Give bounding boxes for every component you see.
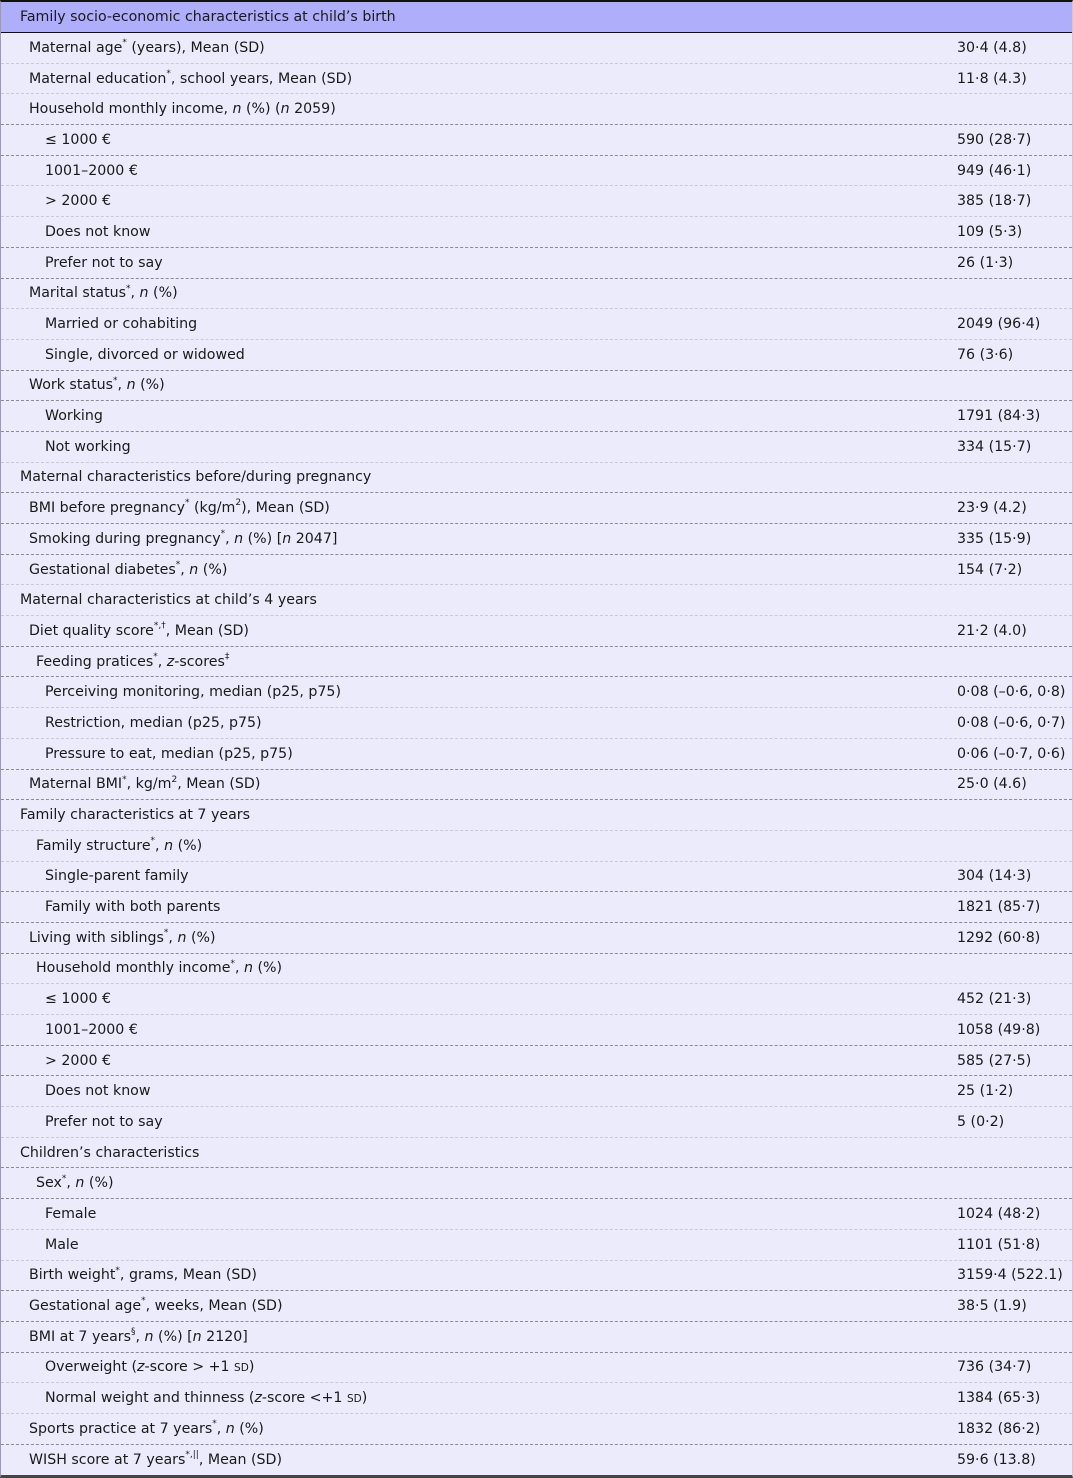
italic-symbol: n (192, 1328, 202, 1345)
italic-symbol: z (254, 1390, 262, 1407)
row-label: Family characteristics at 7 years (20, 807, 250, 824)
row-label: WISH score at 7 years*,||, Mean (SD) (29, 1450, 282, 1468)
table-row (1, 1199, 1072, 1230)
footnote-marker: * (153, 651, 158, 662)
table-row (1, 923, 1072, 954)
row-value: 1024 (48·2) (957, 1205, 1041, 1222)
table-row (1, 1076, 1072, 1107)
italic-symbol: n (282, 530, 292, 547)
row-value: 26 (1·3) (957, 254, 1014, 271)
row-value: 11·8 (4.3) (957, 70, 1027, 87)
table-row (1, 1168, 1072, 1199)
row-label: Smoking during pregnancy*, n (%) [n 2047] (29, 529, 338, 547)
table-row (1, 1445, 1072, 1476)
row-label: Perceiving monitoring, median (p25, p75) (45, 684, 341, 701)
italic-symbol: n (139, 285, 149, 302)
row-value: 334 (15·7) (957, 438, 1032, 455)
table-row (1, 1353, 1072, 1384)
italic-symbol: n (243, 960, 253, 977)
table-row (1, 156, 1072, 187)
row-label: ≤ 1000 € (45, 991, 112, 1008)
row-value: 385 (18·7) (957, 193, 1032, 210)
row-label: Household monthly income*, n (%) (36, 958, 283, 977)
table-row (1, 1230, 1072, 1261)
row-label: Maternal characteristics at child’s 4 years (20, 592, 317, 609)
table-row (1, 739, 1072, 770)
italic-symbol: n (164, 837, 174, 854)
row-label: ≤ 1000 € (45, 131, 112, 148)
table-section-row (1, 800, 1072, 831)
row-value: 1101 (51·8) (957, 1236, 1041, 1253)
footnote-marker: 2 (171, 774, 178, 785)
table-row (1, 1322, 1072, 1353)
table-body (1, 33, 1072, 1475)
row-label: Living with siblings*, n (%) (29, 928, 216, 946)
table-row (1, 1383, 1072, 1414)
table-row (1, 1046, 1072, 1077)
row-value: 1384 (65·3) (957, 1390, 1041, 1407)
row-value: 1821 (85·7) (957, 899, 1041, 916)
table-row (1, 401, 1072, 432)
small-caps-unit: SD (234, 1362, 249, 1375)
italic-symbol: n (234, 530, 244, 547)
row-label: Overweight (z-score > +1 SD) (45, 1359, 255, 1376)
italic-symbol: n (126, 377, 136, 394)
row-value: 949 (46·1) (957, 162, 1032, 179)
row-label: Maternal characteristics before/during pregnancy (20, 469, 372, 486)
footnote-marker: * (166, 68, 171, 79)
table-row (1, 1414, 1072, 1445)
table-section-row (1, 1138, 1072, 1169)
footnote-marker: *,† (153, 621, 166, 632)
row-label: BMI before pregnancy* $(kg/m^2)$, Mean (SD) (29, 498, 330, 517)
row-label: Single-parent family (45, 868, 189, 885)
row-value: 5 (0·2) (957, 1113, 1005, 1130)
row-label: Diet quality score*,†, Mean (SD) (29, 621, 249, 639)
table-row (1, 892, 1072, 923)
footnote-marker: ‡ (224, 651, 230, 662)
table-row (1, 279, 1072, 310)
table-row (1, 647, 1072, 678)
row-label: Sports practice at 7 years*, n (%) (29, 1419, 264, 1437)
row-value: 585 (27·5) (957, 1052, 1032, 1069)
italic-symbol: n (75, 1175, 85, 1192)
table-row (1, 186, 1072, 217)
table-row (1, 1261, 1072, 1292)
row-value: 304 (14·3) (957, 868, 1032, 885)
row-value: 590 (28·7) (957, 131, 1032, 148)
row-label: 1001–2000 € (45, 1021, 138, 1038)
row-value: 30·4 (4.8) (957, 39, 1027, 56)
row-label: Male (45, 1236, 79, 1253)
row-label: Sex*, n (%) (36, 1173, 114, 1192)
italic-symbol: n (225, 1420, 235, 1437)
italic-symbol: z (166, 653, 175, 670)
table-row (1, 217, 1072, 248)
row-value: 0·08 (–0·6, 0·8) (957, 684, 1066, 701)
table-row (1, 309, 1072, 340)
footnote-marker: * (122, 38, 127, 49)
row-value: 109 (5·3) (957, 223, 1023, 240)
row-value: 0·08 (–0·6, 0·7) (957, 714, 1066, 731)
table-section-row (1, 463, 1072, 494)
table-row (1, 1291, 1072, 1322)
row-label: Family with both parents (45, 899, 221, 916)
table-row (1, 524, 1072, 555)
row-label: Family structure*, n (%) (36, 835, 203, 854)
row-value: 25 (1·2) (957, 1083, 1014, 1100)
row-label: Married or cohabiting (45, 316, 198, 333)
table-section-header (1, 2, 1072, 33)
row-label: Maternal BMI*, $kg/m^2$, Mean (SD) (29, 774, 261, 793)
table-row (1, 248, 1072, 279)
table-header-label: Family socio-economic characteristics at child’s birth (20, 9, 396, 25)
table-row (1, 555, 1072, 586)
italic-symbol: n (144, 1328, 154, 1345)
row-value: 2049 (96·4) (957, 316, 1041, 333)
row-value: 59·6 (13.8) (957, 1451, 1036, 1468)
footnote-marker: * (175, 559, 181, 570)
small-caps-unit: SD (346, 1393, 362, 1406)
row-value: 23·9 (4.2) (957, 500, 1027, 517)
footnote-marker: * (126, 283, 131, 294)
row-label: > 2000 € (45, 193, 112, 210)
footnote-marker: *,|| (185, 1450, 199, 1461)
row-label: Maternal education*, school years, Mean (SD) (29, 68, 353, 87)
row-label: Gestational diabetes*, n (%) (29, 559, 228, 578)
table-section-row (1, 585, 1072, 616)
row-label: 1001–2000 € (45, 162, 138, 179)
row-value: 1791 (84·3) (957, 408, 1041, 425)
table-row (1, 125, 1072, 156)
row-value: 1832 (86·2) (957, 1420, 1041, 1437)
row-label: Prefer not to say (45, 254, 163, 271)
row-label: Work status*, n (%) (29, 375, 165, 394)
row-value: 335 (15·9) (957, 530, 1032, 547)
table-row (1, 371, 1072, 402)
row-label: > 2000 € (45, 1052, 112, 1069)
footnote-marker: * (184, 498, 190, 509)
row-value: 3159·4 (522.1) (957, 1267, 1063, 1284)
footnote-marker: * (141, 1296, 146, 1307)
footnote-marker: * (230, 958, 235, 969)
italic-symbol: n (177, 929, 187, 946)
row-label: Children’s characteristics (20, 1144, 200, 1161)
table-row (1, 1015, 1072, 1046)
row-value: 76 (3·6) (957, 346, 1014, 363)
row-label: Feeding pratices*, z-scores‡ (36, 651, 230, 670)
row-value: 452 (21·3) (957, 991, 1032, 1008)
table-row (1, 616, 1072, 647)
row-label: BMI at 7 years§, n (%) [n 2120] (29, 1326, 248, 1345)
row-label: Household monthly income, n (%) (n 2059) (29, 101, 336, 118)
table-row (1, 677, 1072, 708)
footnote-marker: * (212, 1419, 217, 1430)
table-row (1, 94, 1072, 125)
table-row (1, 708, 1072, 739)
footnote-marker: * (150, 835, 156, 846)
italic-symbol: z (137, 1359, 145, 1376)
footnote-marker: § (131, 1326, 136, 1337)
footnote-marker: * (122, 774, 127, 785)
row-label: Restriction, median (p25, p75) (45, 714, 262, 731)
row-label: Prefer not to say (45, 1113, 163, 1130)
footnote-marker: * (61, 1173, 67, 1184)
row-label: Female (45, 1205, 97, 1222)
footnote-marker: * (163, 928, 169, 939)
table-row (1, 493, 1072, 524)
row-label: Single, divorced or widowed (45, 346, 245, 363)
row-value: 21·2 (4.0) (957, 622, 1027, 639)
table-row (1, 862, 1072, 893)
row-label: Does not know (45, 1083, 151, 1100)
table-row (1, 64, 1072, 95)
row-value: 736 (34·7) (957, 1359, 1032, 1376)
table-row (1, 432, 1072, 463)
table-row (1, 770, 1072, 801)
footnote-marker: * (113, 375, 118, 386)
table-row (1, 1107, 1072, 1138)
italic-symbol: n (189, 561, 199, 578)
footnote-marker: * (115, 1265, 120, 1276)
row-value: 25·0 (4.6) (957, 776, 1027, 793)
row-value: 1058 (49·8) (957, 1021, 1041, 1038)
row-value: 38·5 (1.9) (957, 1298, 1027, 1315)
row-label: Birth weight*, grams, Mean (SD) (29, 1265, 257, 1284)
row-label: Pressure to eat, median (p25, p75) (45, 745, 293, 762)
footnote-marker: * (220, 529, 226, 540)
footnote-marker: 2 (235, 498, 242, 509)
italic-symbol: n (232, 101, 242, 118)
row-value: 0·06 (–0·7, 0·6) (957, 745, 1066, 762)
table-row (1, 340, 1072, 371)
row-value: 154 (7·2) (957, 561, 1023, 578)
table-row (1, 33, 1072, 64)
row-value: 1292 (60·8) (957, 929, 1041, 946)
italic-symbol: n (280, 101, 290, 118)
row-label: Does not know (45, 223, 151, 240)
row-label: Maternal age* (years), Mean (SD) (29, 38, 265, 56)
table-row (1, 954, 1072, 985)
row-label: Normal weight and thinness (z-score <+1 SD) (45, 1390, 368, 1407)
table-row (1, 831, 1072, 862)
row-label: Marital status*, n (%) (29, 283, 178, 302)
row-label: Working (45, 408, 103, 425)
row-label: Gestational age*, weeks, Mean (SD) (29, 1296, 283, 1315)
table-row (1, 984, 1072, 1015)
row-label: Not working (45, 438, 131, 455)
